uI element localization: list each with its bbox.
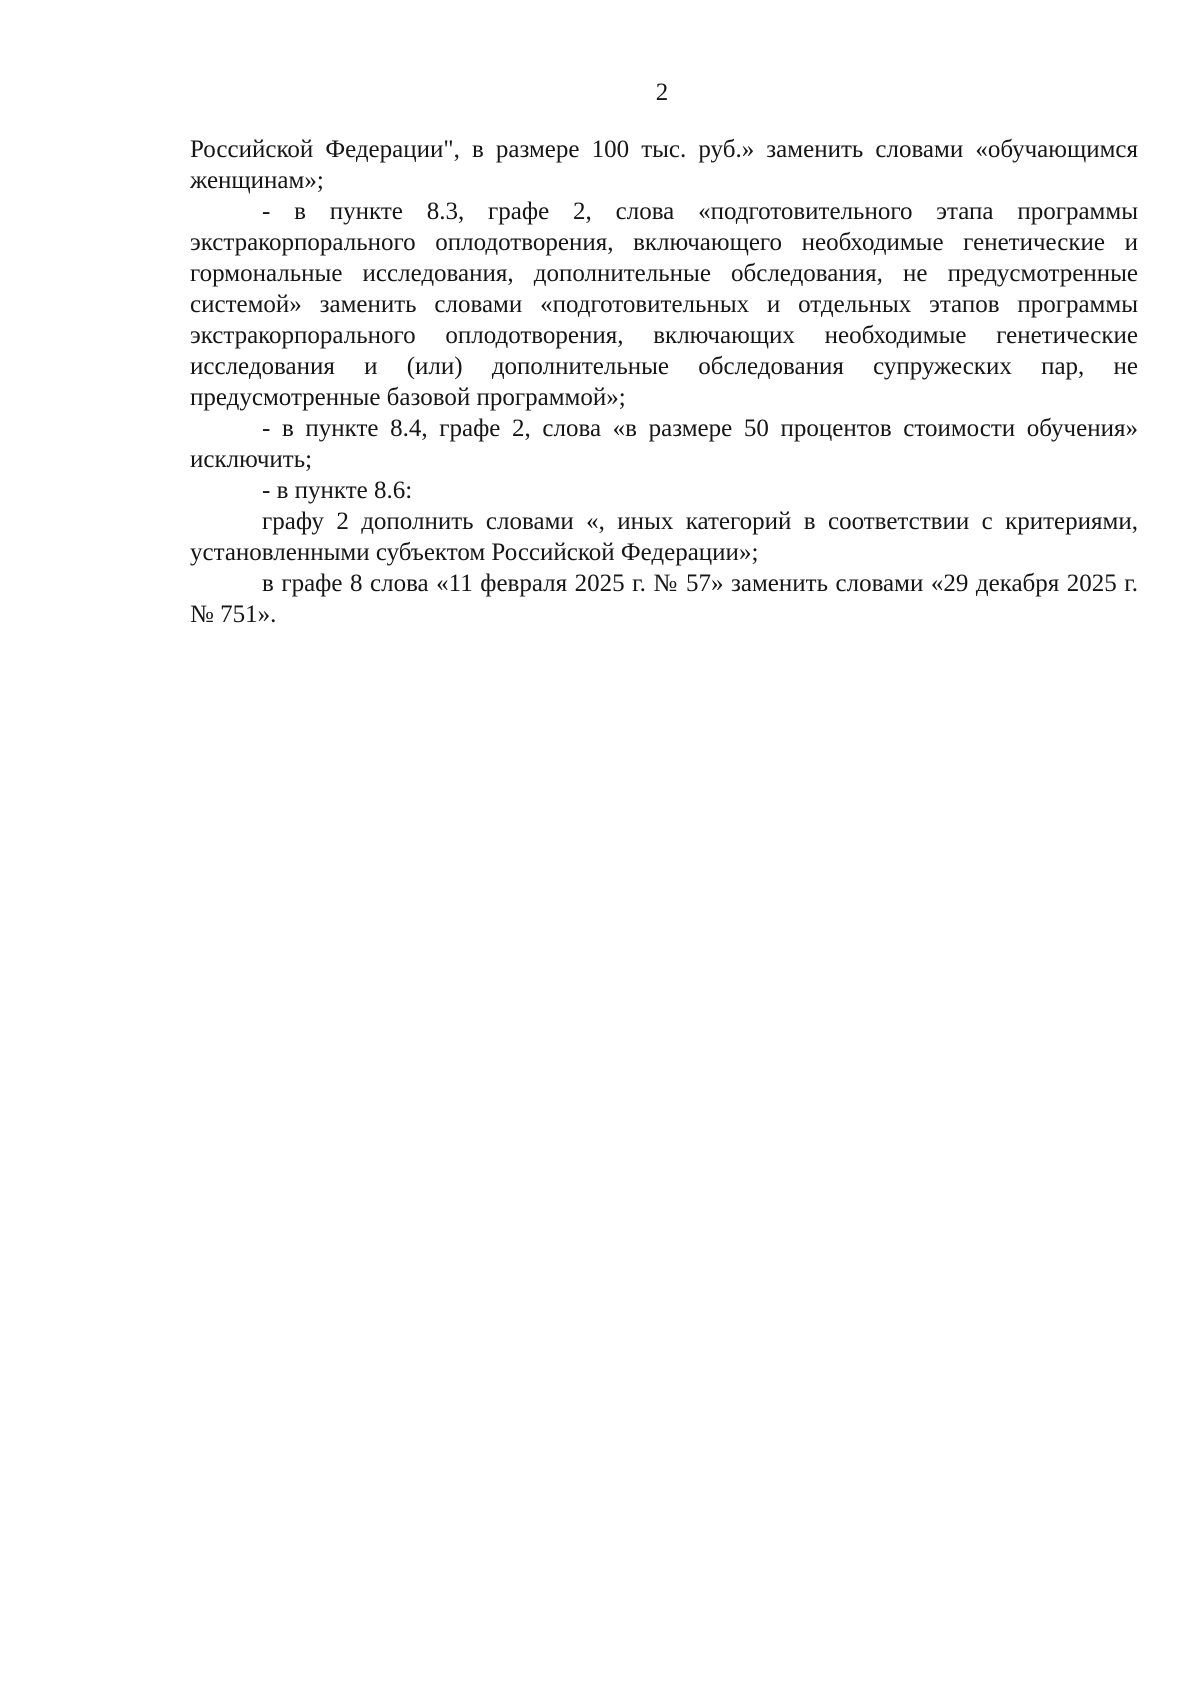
paragraph-continuation: Российской Федерации", в размере 100 тыс. руб.» заменить словами «обучающимся женщинам»;	[190, 136, 1138, 194]
paragraph-item-8-4: - в пункте 8.4, графе 2, слова «в размере 50 процентов стоимости обучения» исключить;	[190, 415, 1138, 473]
paragraph-column-2-addition: графу 2 дополнить словами «, иных категорий в соответствии с критериями, установленными субъектом Российской Федерации»;	[190, 508, 1138, 566]
paragraph-item-8-6: - в пункте 8.6:	[262, 477, 413, 504]
page-number: 2	[655, 79, 669, 106]
paragraph-column-8-replacement: в графе 8 слова «11 февраля 2025 г. № 57» заменить словами «29 декабря 2025 г. № 751».	[190, 570, 1138, 628]
paragraph-item-8-3: - в пункте 8.3, графе 2, слова «подготовительного этапа программы экстракорпорального оплодотворения, включающего необходимые генетические и гормональные исследования, дополнительные обследования, не предусмотренные системой» заменить словами «подготовительных и отдельных этапов программы экстракорпорального оплодотворения, включающих необходимые генетические исследования и (или) дополнительные обследования супружеских пар, не предусмотренные базовой программой»;	[190, 198, 1138, 411]
document-body	[190, 134, 1138, 630]
